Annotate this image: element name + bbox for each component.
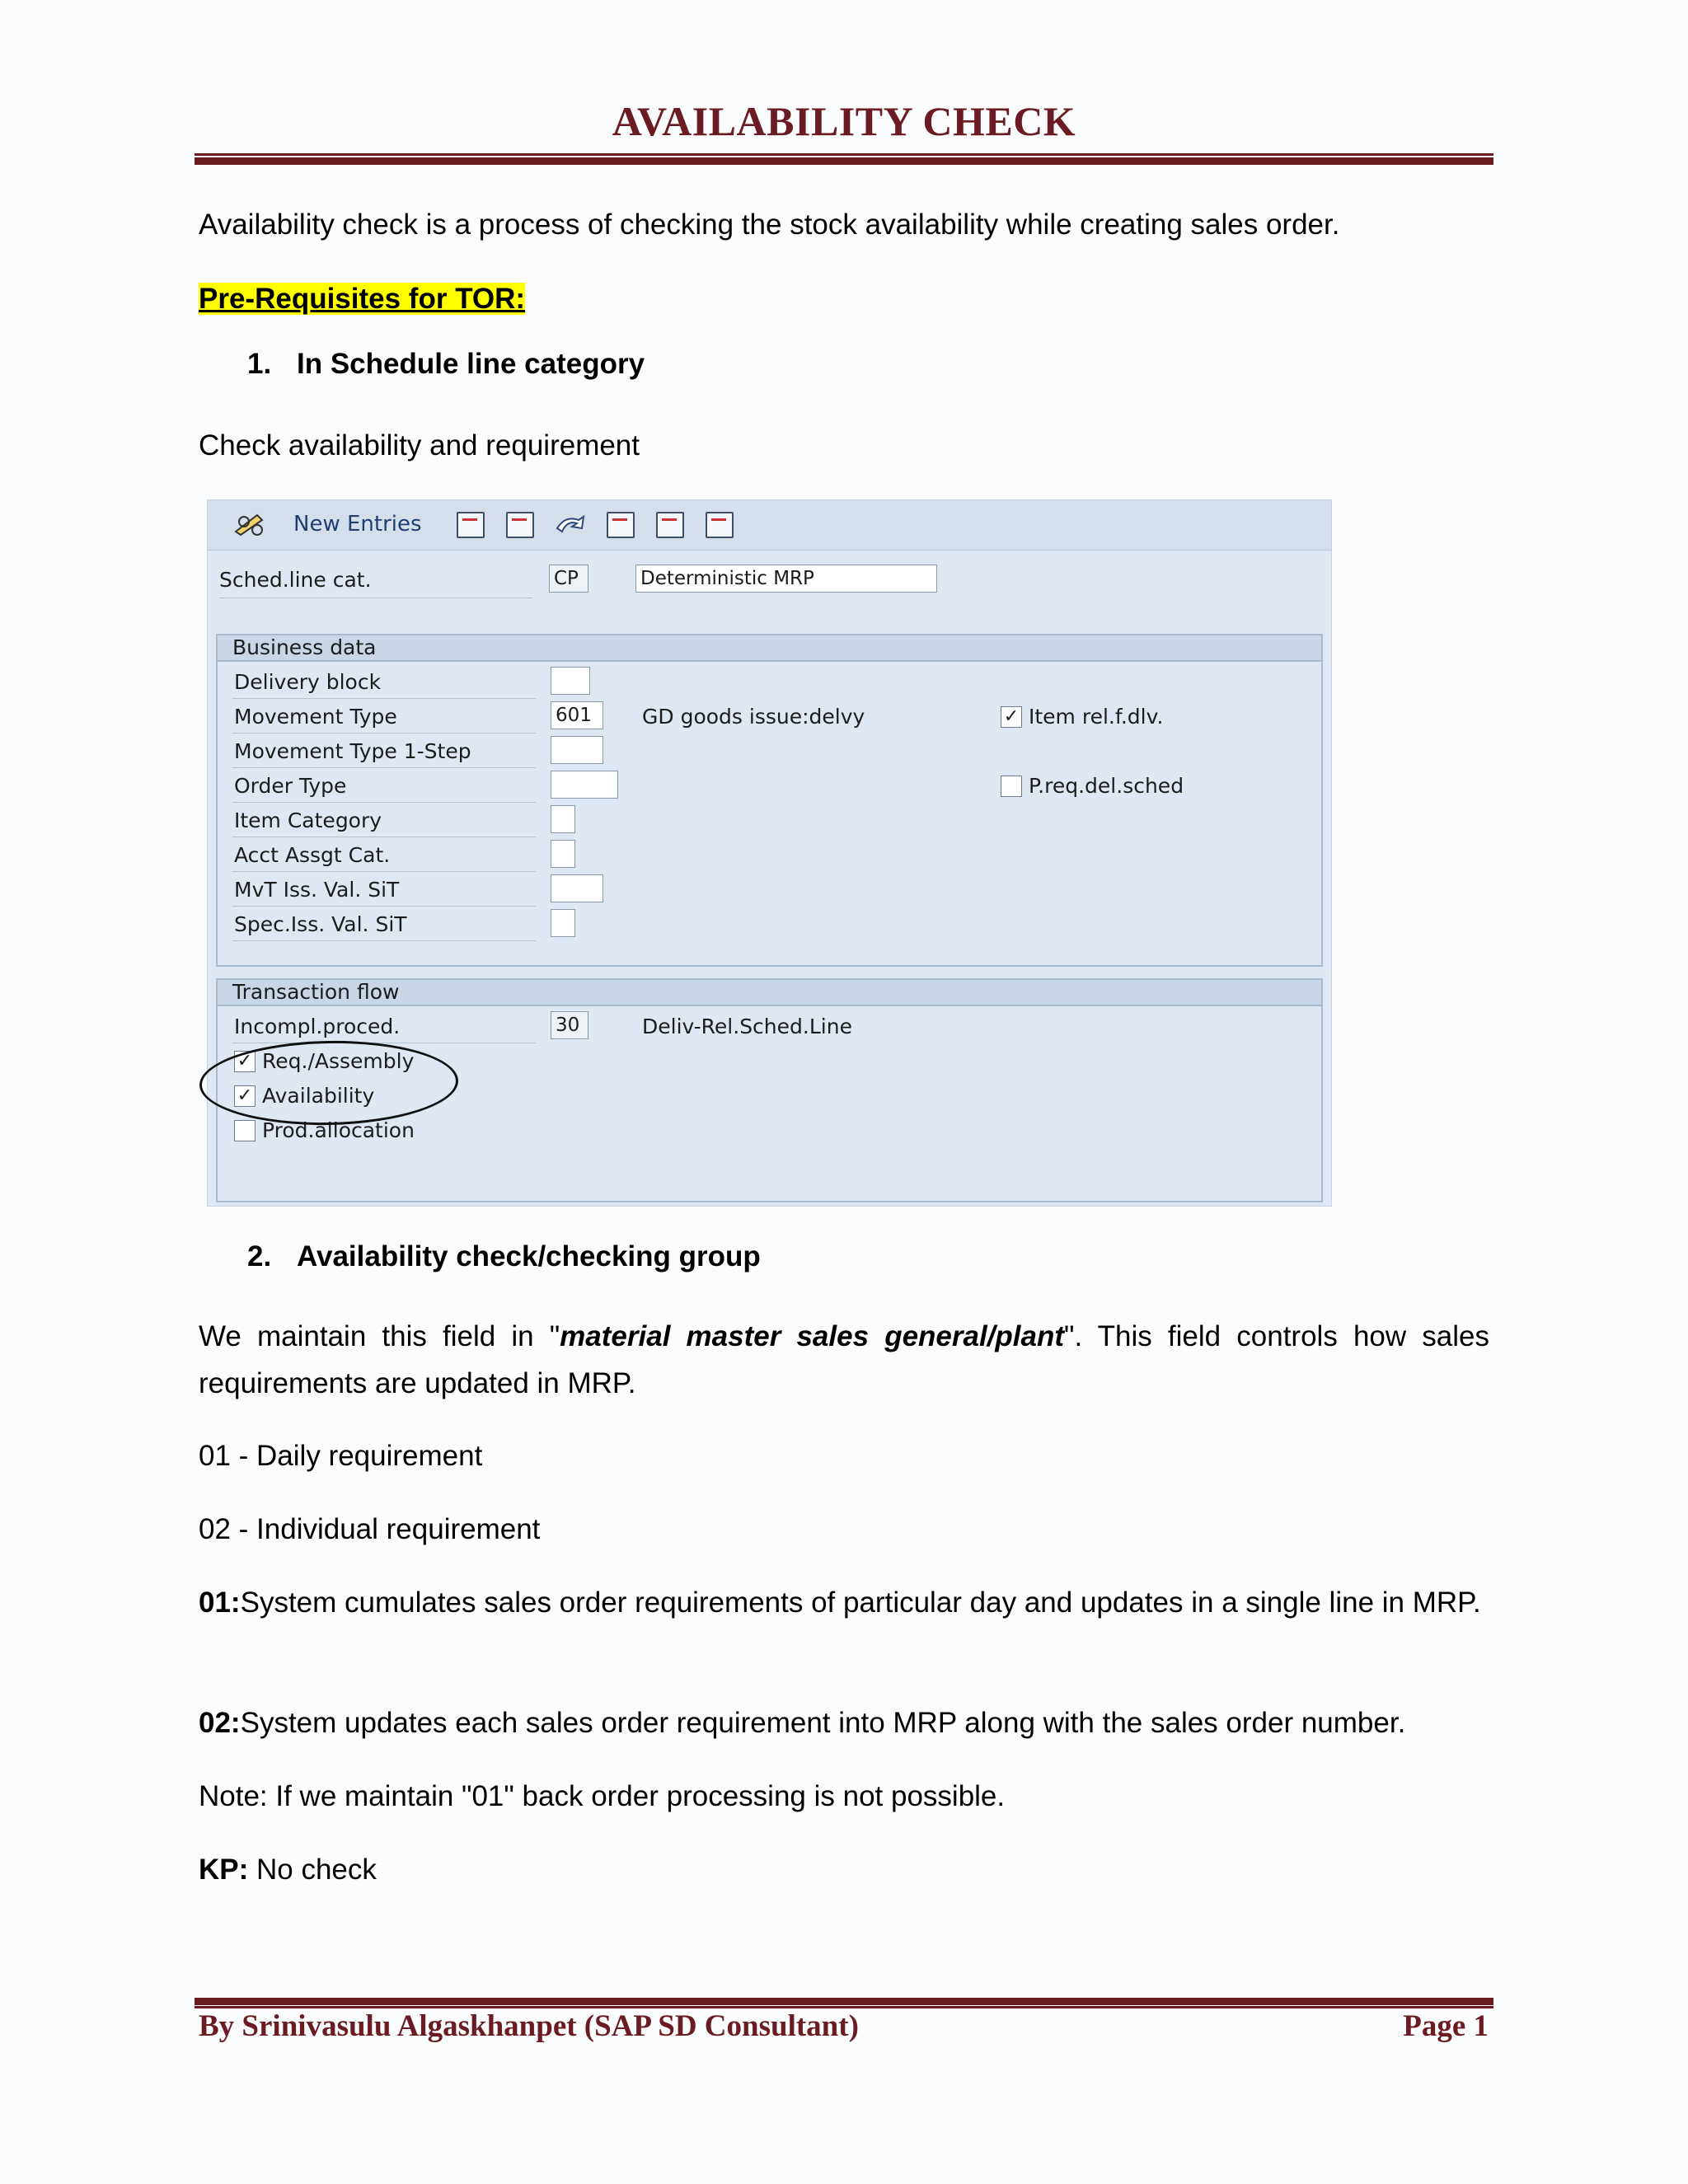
prereq-heading: Pre-Requisites for TOR: [199, 283, 526, 315]
next-entry-icon[interactable] [656, 512, 684, 538]
acct-assgt-cat-input[interactable] [551, 840, 575, 868]
prod-allocation-label: Prod.allocation [262, 1118, 415, 1142]
mvt-iss-val-sit-input[interactable] [551, 874, 603, 902]
availability-label: Availability [262, 1084, 375, 1108]
p-req-del-sched-checkbox[interactable] [1001, 776, 1022, 797]
option-01-description: 01:System cumulates sales order requirements of particular day and updates in a single line in MRP. [199, 1586, 1481, 1619]
footer-rule-thick [195, 1998, 1493, 2005]
delete-icon[interactable] [506, 512, 534, 538]
field-label: Movement Type [234, 705, 397, 729]
field-label: Acct Assgt Cat. [234, 843, 391, 867]
section-1-text: Check availability and requirement [199, 429, 640, 462]
sched-line-cat-description[interactable]: Deterministic MRP [635, 565, 937, 593]
details-icon[interactable] [706, 512, 734, 538]
incompl-proced-input[interactable]: 30 [551, 1011, 588, 1039]
field-label: Delivery block [234, 670, 382, 694]
field-label: Movement Type 1-Step [234, 739, 471, 763]
option-02-description: 02:System updates each sales order requirement into MRP along with the sales order number. [199, 1707, 1406, 1739]
item-category-input[interactable] [551, 805, 575, 833]
footer-author: By Srinivasulu Algaskhanpet (SAP SD Consultant) [199, 2009, 859, 2043]
option-02: 02 - Individual requirement [199, 1513, 541, 1545]
prod-allocation-checkbox[interactable] [234, 1120, 256, 1141]
field-label: Spec.Iss. Val. SiT [234, 912, 407, 936]
item-rel-dlv-checkbox[interactable]: ✓ [1001, 706, 1022, 728]
sched-line-cat-field[interactable]: CP [549, 565, 588, 593]
transaction-flow-title: Transaction flow [218, 980, 1321, 1006]
section-2-heading: 2. Availability check/checking group [247, 1240, 761, 1272]
undo-icon[interactable] [554, 512, 587, 537]
sched-line-cat-label: Sched.line cat. [219, 568, 372, 592]
incompl-proced-label: Incompl.proced. [234, 1015, 401, 1038]
availability-checkbox[interactable]: ✓ [234, 1085, 256, 1107]
header-rule-thin [195, 153, 1493, 156]
header-rule-thick [195, 157, 1493, 165]
section-1-heading: 1. In Schedule line category [247, 348, 645, 380]
delivery-block-input[interactable] [551, 667, 590, 695]
item-rel-dlv-label: Item rel.f.dlv. [1029, 705, 1164, 729]
field-label: Item Category [234, 808, 382, 832]
movement-type-description: GD goods issue:delvy [642, 705, 865, 729]
req-assembly-checkbox[interactable]: ✓ [234, 1051, 256, 1072]
spec-iss-val-sit-input[interactable] [551, 909, 575, 937]
movement-type-input[interactable]: 601 [551, 701, 603, 729]
page-title: AVAILABILITY CHECK [612, 98, 1076, 144]
kp-line: KP: No check [199, 1854, 377, 1886]
business-data-title: Business data [218, 635, 1321, 662]
pencil-glasses-icon[interactable] [232, 510, 269, 538]
incompl-proced-description: Deliv-Rel.Sched.Line [642, 1015, 852, 1038]
intro-paragraph: Availability check is a process of checking the stock availability while creating sales order. [199, 209, 1340, 241]
field-label: MvT Iss. Val. SiT [234, 878, 400, 902]
movement-type-1-step-input[interactable] [551, 736, 603, 764]
option-01: 01 - Daily requirement [199, 1440, 483, 1472]
checking-group-paragraph: We maintain this field in "material master sales general/plant". This field controls how sales requirements are updated in MRP. [199, 1320, 1490, 1399]
field-label: Order Type [234, 774, 347, 798]
copy-icon[interactable] [457, 512, 485, 538]
note-paragraph: Note: If we maintain "01" back order processing is not possible. [199, 1780, 1006, 1812]
order-type-input[interactable] [551, 771, 618, 799]
new-entries-button[interactable]: New Entries [293, 512, 422, 537]
req-assembly-label: Req./Assembly [262, 1049, 415, 1073]
page-number: Page 1 [1403, 2009, 1489, 2043]
sap-toolbar [208, 500, 1331, 551]
p-req-del-sched-label: P.req.del.sched [1029, 774, 1184, 798]
select-all-icon[interactable] [607, 512, 635, 538]
